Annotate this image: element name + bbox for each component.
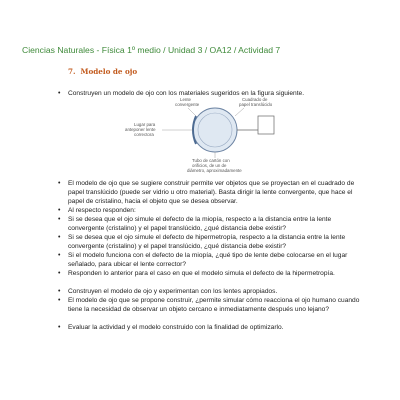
bullet-item: • Al respecto responden: (68, 206, 362, 215)
section-title-text: Modelo de ojo (80, 67, 138, 76)
bullet-item: • Si el modelo funciona con el defecto de la miopía, ¿qué tipo de lente debe colocarse en el lugar señalado, para ubicar el lente corrector? (68, 251, 362, 269)
bullet-item: • El modelo de ojo que se propone construir, ¿permite simular cómo reacciona el ojo humano cuando tiene la necesidad de observar un objeto cercano e inmediatamente después uno lejano? (68, 296, 362, 314)
label-tubo-2: orificios, de un de (192, 163, 227, 168)
label-tubo-1: Tubo de cartón con (192, 158, 230, 163)
translucent-paper-square (258, 116, 274, 134)
label-lente-2: convergente (175, 102, 200, 107)
bullet-item: • Construyen un modelo de ojo con los materiales sugeridos en la figura siguiente. (68, 89, 362, 98)
label-cuadrado-1: Cuadrado de (242, 97, 268, 102)
label-lugar-3: correctora (134, 132, 154, 137)
eye-model-diagram (120, 96, 300, 176)
label-lugar-2: anteponer lente (125, 127, 156, 132)
bullet-item: • El modelo de ojo que se sugiere construir permite ver objetos que se proyectan en el cuadrado de papel translúcido (puede ser vidrio u otro material). Basta dirigir la lente convergente, que hace el papel de cristalino, hacia el objeto que se desea observar. (68, 179, 362, 206)
bullet-item: • Si se desea que el ojo simule el defecto de hipermetropía, respecto a la distancia entre la lente convergente (cristalino) y el papel translúcido, ¿qué distancia debe existir? (68, 233, 362, 251)
label-lugar-1: Lugar para (134, 122, 156, 127)
bullet-item: • Si se desea que el ojo simule el defecto de la miopía, respecto a la distancia entre la lente convergente (cristalino) y el papel translúcido, ¿qué distancia debe existir? (68, 215, 362, 233)
label-tubo-3: diámetro, aproximadamente (187, 168, 242, 173)
cardboard-tube-circle (193, 108, 237, 152)
bullet-item: • Construyen el modelo de ojo y experimentan con los lentes apropiados. (68, 287, 362, 296)
label-cuadrado-2: papel translúcido (239, 102, 273, 107)
bullet-item: • Responden lo anterior para el caso en que el modelo simula el defecto de la hipermetropía. (68, 269, 362, 278)
leader-line-lens (188, 108, 196, 116)
bullet-item: • Evaluar la actividad y el modelo construido con la finalidad de optimizarlo. (68, 323, 362, 332)
eye-model-figure (120, 96, 300, 176)
label-lente-1: Lente (180, 97, 191, 102)
section-number: 7. (68, 67, 76, 76)
leader-line-paper (235, 108, 244, 116)
page-header-breadcrumb: Ciencias Naturales - Física 1º medio / Unidad 3 / OA12 / Actividad 7 (22, 45, 281, 55)
